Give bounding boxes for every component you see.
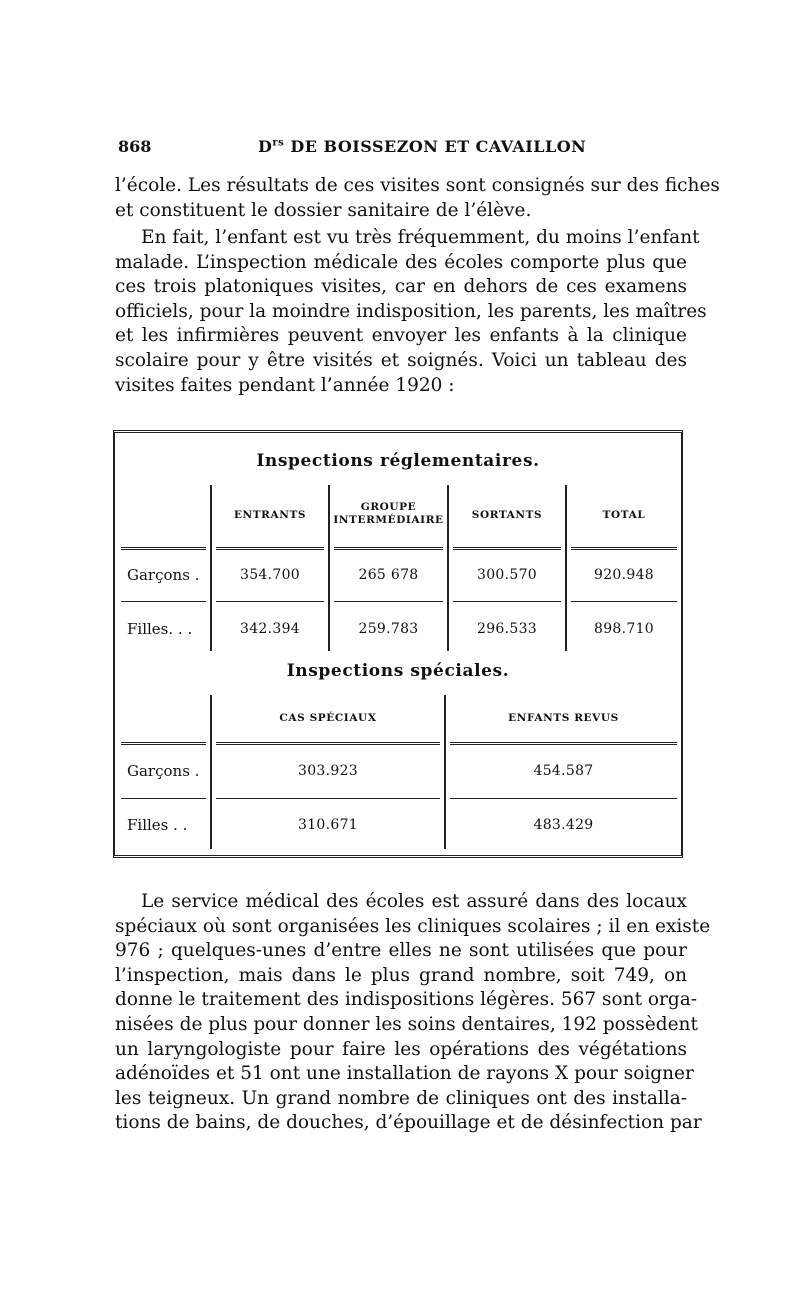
row-separator (216, 601, 324, 602)
cell-garcons-total: 920.948 (594, 567, 654, 583)
row-separator (334, 547, 443, 550)
row-separator (216, 742, 440, 745)
text-line: visites faites pendant l’année 1920 : (115, 374, 455, 396)
row-separator (571, 547, 677, 550)
text-line: nisées de plus pour donner les soins dentaires, 192 possèdent (115, 1013, 698, 1035)
text-line: et constituent le dossier sanitaire de l’élève. (115, 199, 532, 221)
column-header-groupe-intermediaire (330, 501, 447, 527)
paragraph-3 (115, 890, 711, 1136)
row-separator (121, 742, 206, 745)
paragraph-2 (115, 226, 707, 398)
cell-filles-entrants: 342.394 (240, 621, 300, 637)
text-line: Le service médical des écoles est assuré dans des locaux (141, 891, 687, 912)
row-label-filles-speciales: Filles . . (127, 816, 188, 834)
text-line: les teigneux. Un grand nombre de cliniques ont des installa- (115, 1087, 687, 1109)
column-header-sortants: SORTANTS (471, 509, 543, 521)
text-line: adénoïdes et 51 ont une installation de rayons X pour soigner (115, 1063, 694, 1085)
text-line: tions de bains, de douches, d’épouillage et de désinfection par (115, 1112, 702, 1134)
row-label-garcons: Garçons . (127, 566, 200, 584)
row-separator (450, 742, 677, 745)
inspections-table (113, 430, 683, 858)
row-separator (216, 547, 324, 550)
row-label-filles: Filles. . . (127, 620, 193, 638)
text-line: un laryngologiste pour faire les opérations des végétations (115, 1038, 687, 1060)
authors-sup: rs (272, 137, 285, 149)
cell-filles-enfants-revus: 483.429 (533, 817, 594, 833)
cell-garcons-enfants-revus: 454.587 (533, 763, 594, 779)
text-line: scolaire pour y être visités et soignés. Voici un tableau des (115, 349, 687, 371)
cell-filles-total: 898.710 (594, 621, 654, 637)
text-line: et les infirmières peuvent envoyer les enfants à la clinique (115, 325, 687, 347)
text-line: donne le traitement des indispositions légères. 567 sont orga- (115, 989, 697, 1011)
text-line: l’inspection, mais dans le plus grand nombre, soit 749, on (115, 964, 687, 986)
cell-filles-cas-speciaux: 310.671 (298, 817, 358, 833)
row-separator (453, 547, 561, 550)
row-separator (121, 547, 206, 550)
column-header-groupe: GROUPE (360, 501, 417, 513)
text-line: officiels, pour la moindre indisposition, les parents, les maîtres (115, 300, 707, 322)
authors-prefix: D (258, 137, 273, 156)
row-label-garcons-speciales: Garçons . (127, 762, 200, 780)
column-header-intermediaire: INTERMÉDIAIRE (333, 514, 444, 526)
row-separator (450, 798, 677, 799)
row-separator (121, 798, 206, 799)
page-number: 868 (118, 137, 152, 156)
row-separator (121, 601, 206, 602)
paragraph-1 (115, 174, 720, 223)
text-line: spéciaux où sont organisées les cliniques scolaires ; il en existe (115, 915, 711, 937)
column-header-cas-speciaux: CAS SPÉCIAUX (279, 712, 377, 724)
text-line: malade. L’inspection médicale des écoles comporte plus que (115, 251, 687, 273)
text-line: En fait, l’enfant est vu très fréquemment, du moins l’enfant (141, 227, 700, 248)
cell-garcons-entrants: 354.700 (240, 567, 300, 583)
row-separator (453, 601, 561, 602)
running-title (258, 137, 586, 156)
section-title-reglementaires: Inspections réglementaires. (256, 451, 540, 471)
cell-garcons-sortants: 300.570 (477, 567, 537, 583)
cell-garcons-cas-speciaux: 303.923 (298, 763, 358, 779)
row-separator (334, 601, 443, 602)
cell-filles-groupe: 259.783 (358, 621, 419, 637)
section-title-speciales: Inspections spéciales. (286, 661, 510, 681)
column-header-enfants-revus: ENFANTS REVUS (508, 712, 619, 724)
running-header (118, 137, 684, 163)
column-header-entrants: ENTRANTS (233, 509, 307, 521)
text-line: l’école. Les résultats de ces visites sont consignés sur des fiches (115, 175, 720, 196)
row-separator (571, 601, 677, 602)
text-line: ces trois platoniques visites, car en dehors de ces examens (115, 276, 687, 298)
column-header-total: TOTAL (602, 509, 646, 521)
cell-garcons-groupe: 265 678 (358, 567, 419, 583)
cell-filles-sortants: 296.533 (477, 621, 537, 637)
authors-rest: DE BOISSEZON ET CAVAILLON (284, 137, 587, 156)
text-line: 976 ; quelques-unes d’entre elles ne sont utilisées que pour (115, 940, 687, 962)
row-separator (216, 798, 440, 799)
